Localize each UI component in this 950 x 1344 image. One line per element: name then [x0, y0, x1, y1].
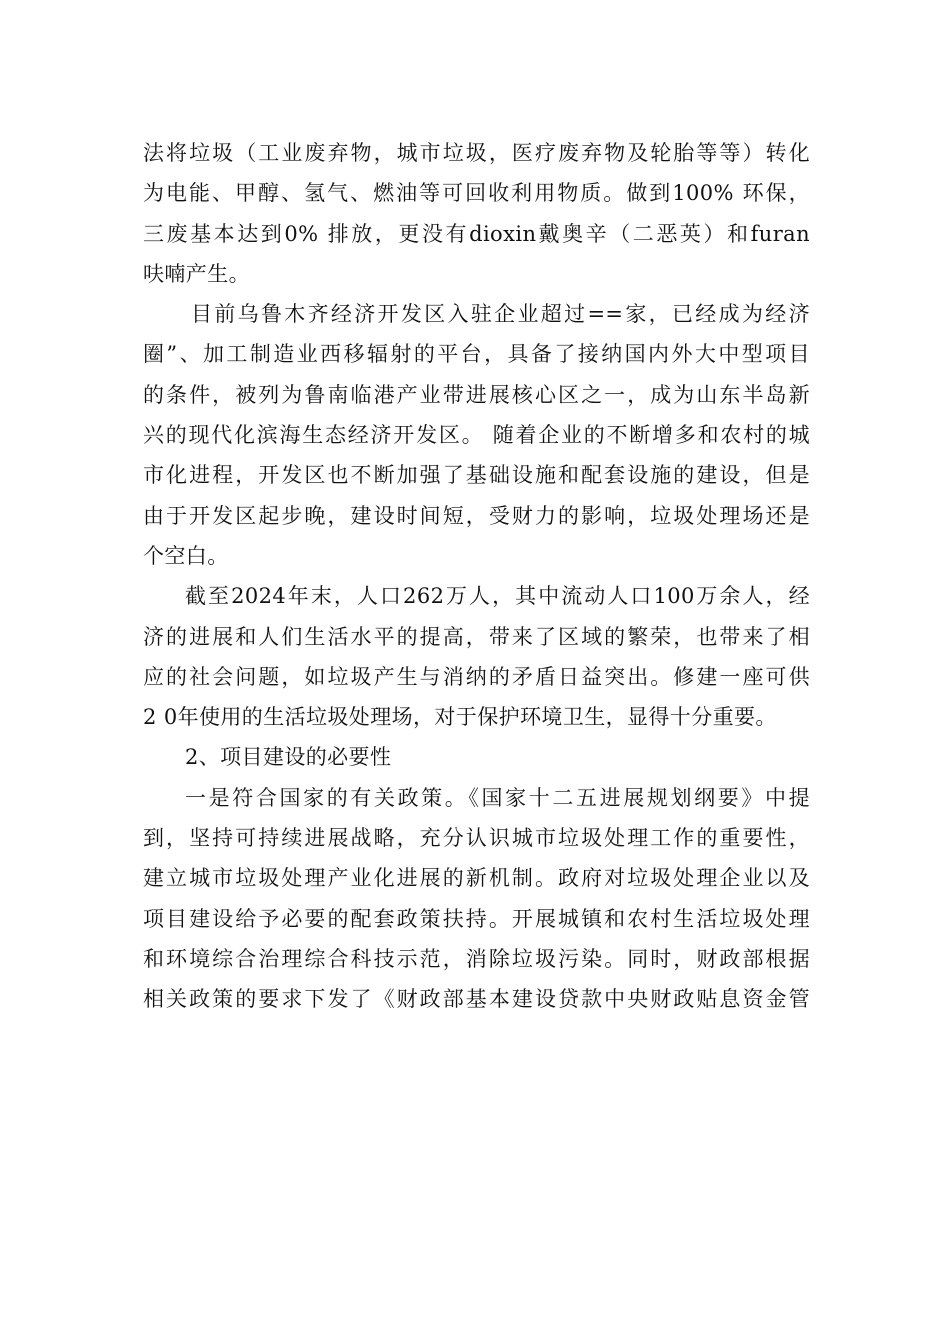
text-line: 个空白。	[143, 543, 229, 568]
text-line: 兴的现代化滨海生态经济开发区。 随着企业的不断增多和农村的城	[143, 423, 810, 448]
text-line: 为电能、甲醇、氢气、燃油等可回收利用物质。做到100% 环保，	[143, 181, 810, 206]
paragraph-first-line: 一是符合国家的有关政策。《国家十二五进展规划纲要》中提	[185, 785, 810, 810]
text-line: 三废基本达到0% 排放，更没有dioxin戴奥辛（二恶英）和furan	[143, 221, 810, 246]
text-line: 法将垃圾（工业废弃物，城市垃圾，医疗废弃物及轮胎等等）转化	[143, 141, 810, 165]
text-line: 市化进程，开发区也不断加强了基础设施和配套设施的建设，但是	[143, 463, 810, 488]
body-text	[143, 133, 810, 1020]
text-line: 由于开发区起步晚，建设时间短，受财力的影响，垃圾处理场还是	[143, 503, 810, 528]
text-line: 应的社会问题，如垃圾产生与消纳的矛盾日益突出。修建一座可供	[143, 664, 810, 689]
text-line: 2 0年使用的生活垃圾处理场，对于保护环境卫生，显得十分重要。	[143, 705, 777, 730]
paragraph-first-line: 截至2024年末，人口262万人，其中流动人口100万余人，经	[185, 584, 810, 609]
text-line: 建立城市垃圾处理产业化进展的新机制。政府对垃圾处理企业以及	[143, 866, 810, 891]
text-line: 圈”、加工制造业西移辐射的平台，具备了接纳国内外大中型项目	[143, 342, 810, 367]
paragraph-first-line: 目前乌鲁木齐经济开发区入驻企业超过==家，已经成为经济	[191, 302, 810, 327]
text-line: 相关政策的要求下发了《财政部基本建设贷款中央财政贴息资金管	[143, 987, 810, 1012]
text-line: 和环境综合治理综合科技示范，消除垃圾污染。同时，财政部根据	[143, 946, 810, 971]
text-line: 济的进展和人们生活水平的提高，带来了区域的繁荣，也带来了相	[143, 624, 810, 649]
text-line: 项目建设给予必要的配套政策扶持。开展城镇和农村生活垃圾处理	[143, 906, 810, 931]
text-line: 呋喃产生。	[143, 261, 250, 286]
text-line: 到，坚持可持续进展战略，充分认识城市垃圾处理工作的重要性，	[143, 826, 810, 851]
text-line: 的条件，被列为鲁南临港产业带进展核心区之一，成为山东半岛新	[143, 382, 810, 407]
section-heading: 2、项目建设的必要性	[185, 745, 392, 770]
